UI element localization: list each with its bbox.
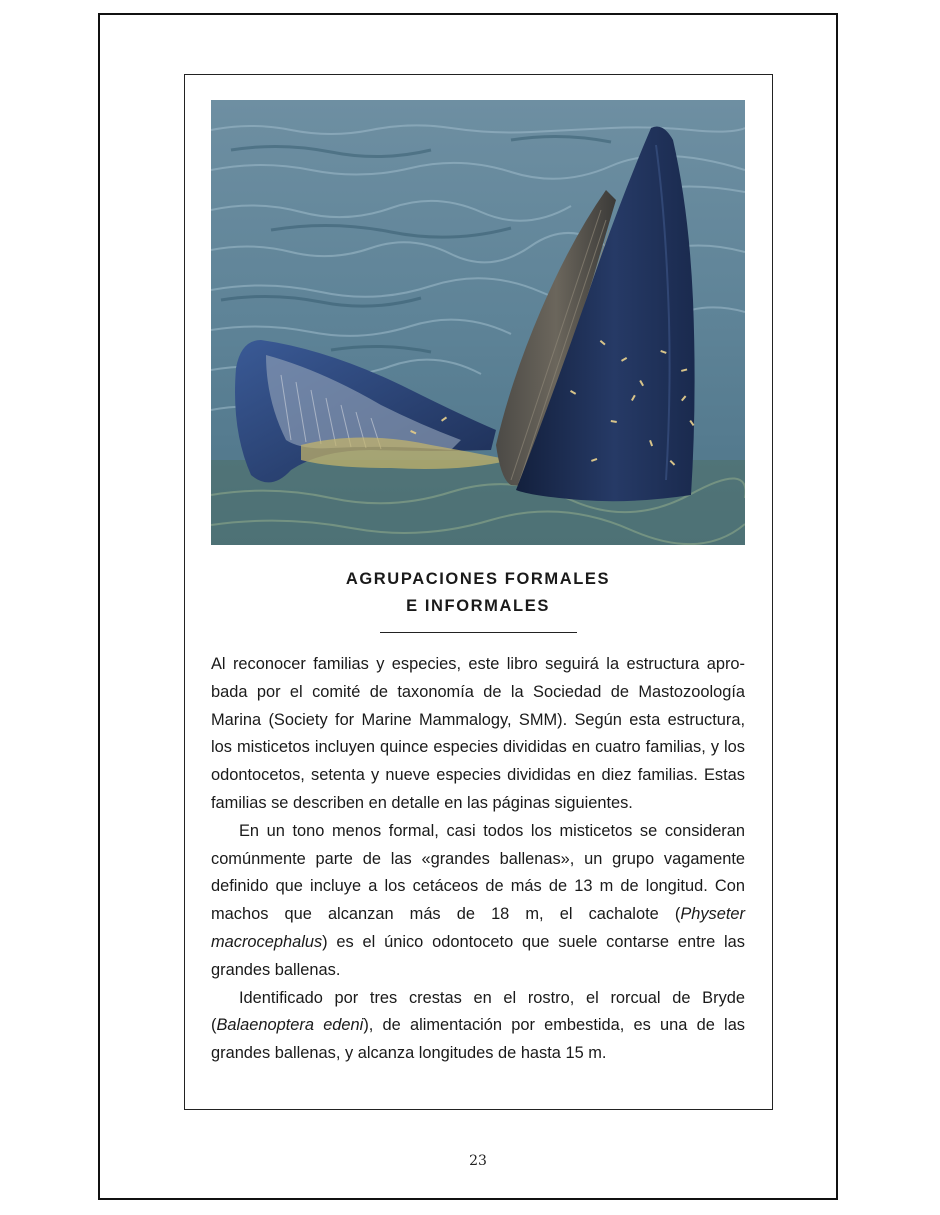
- species-name-balaenoptera: Balaenoptera edeni: [216, 1016, 364, 1035]
- body-text: [211, 651, 745, 1068]
- paragraph-2: [211, 818, 745, 985]
- paragraph-2-text-a: En un tono menos formal, casi todos los misticetos se consideran comúnmente parte de las «grandes ballenas», un grupo vagamente definido que incluye a los cetáceos de más de 13 m de longitud. Con machos que alcanzan más de 18 m, el cachalote (: [211, 821, 745, 924]
- section-heading-line2: E INFORMALES: [406, 597, 550, 615]
- section-heading-line1: AGRUPACIONES FORMALES: [345, 570, 611, 588]
- whale-feeding-photo: [211, 100, 745, 545]
- whale-photo-illustration: [211, 100, 745, 545]
- paragraph-3-text-a: Identificado por tres crestas en el rostro, el rorcual de Bryde (: [211, 988, 745, 1035]
- section-heading: [211, 566, 745, 620]
- paragraph-2-text-b: ) es el único odontoceto que suele contarse entre las grandes ballenas.: [211, 932, 745, 979]
- page-number: 23: [469, 1153, 487, 1169]
- paragraph-3: [211, 985, 745, 1068]
- paragraph-3-text-b: ), de alimentación por embestida, es una de las grandes ballenas, y alcanza longitudes de hasta 15 m.: [211, 1016, 746, 1063]
- paragraph-1: Al reconocer familias y especies, este libro seguirá la estructura aprobada por el comité de taxonomía de la Sociedad de Mastozoología Marina (Society for Marine Mammalogy, SMM). Según esta estructura, los misticetos incluyen quince especies divididas en cuatro familias, y los odontocetos, setenta y nueve especies divididas en diez familias. Estas familias se describen en detalle en las páginas siguientes.: [211, 655, 745, 812]
- heading-divider: [380, 632, 577, 633]
- species-name-physeter: Physeter macrocephalus: [211, 905, 745, 951]
